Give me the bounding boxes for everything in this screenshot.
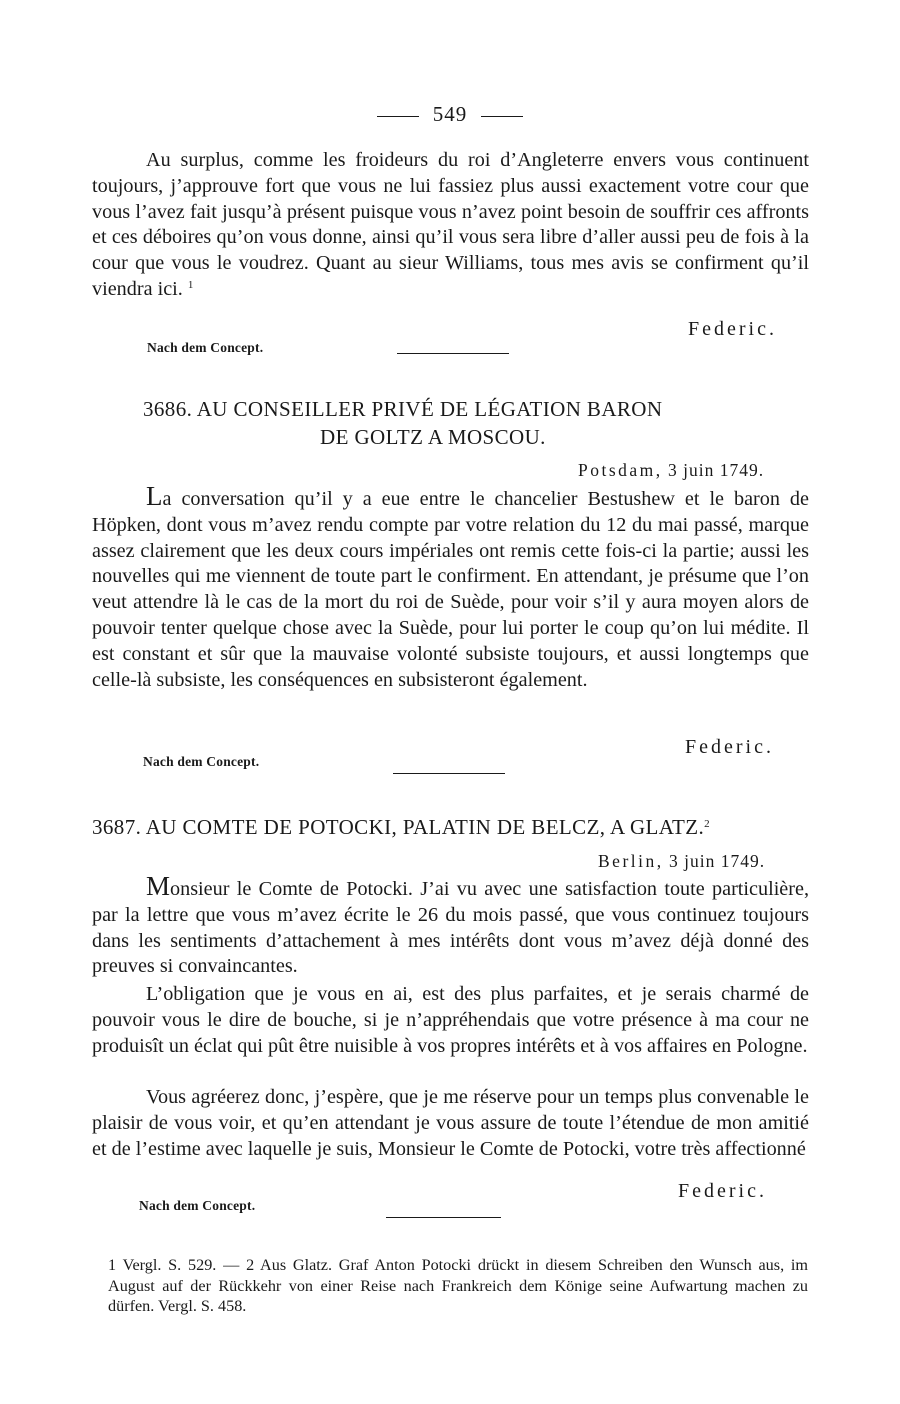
letter-3686-heading-line2: DE GOLTZ A MOSCOU. [320,425,546,449]
letter-3686-body-text: a conversation qu’il y a eue entre le chancelier Bestushew et le baron de Höpken, dont vous m’avez rendu compte par votre relation du 12 du mai passé, marque assez clairement que les deux cours impériales ont remis cette fois-ci la partie; aussi les nouvelles qui me viennent de toute part le confirment. En attendant, je présume que l’on veut attendre là le cas de la mort du roi de Suède, pour voir s’il y aura moyen alors de pouvoir tenter quelque chose avec la Suède, pour lui porter le coup qu’on lui médite. Il est constant et sûr que la mauvaise volonté subsiste toujours, et aussi longtemps que celle-là subsiste, les conséquences en subsisteront également. [92,488,809,691]
letter-3687-concept-note: Nach dem Concept. [139,1198,256,1213]
letter-3687-para1-text: onsieur le Comte de Potocki. J’ai vu avec une satisfaction toute particulière, par la lettre que vous m’avez écrite le 26 du mois passé, que vous continuez toujours dans les sentiments d’attachement à mes intérêts dont vous m’avez déjà donné des preuves si convaincantes. [92,878,809,978]
letter-3687-place: Berlin, [598,851,664,871]
letter-3687-para1 [92,871,809,980]
letter-3687-para2: L’obligation que je vous en ai, est des plus parfaites, et je serais charmé de pouvoir vous le dire de bouche, si je n’appréhendais que votre présence à ma cour ne produisît un éclat qui pût être nuisible à vos propres intérêts et à vos affaires en Pologne. [92,983,809,1057]
letter-3687-dateline [598,851,765,872]
separator-rule-3 [386,1217,501,1218]
letter-3686-signature: Federic. [685,736,774,758]
separator-rule-2 [393,773,505,774]
letter-3686-concept-note: Nach dem Concept. [143,754,260,769]
intro-concept-note: Nach dem Concept. [147,340,264,355]
intro-paragraph [92,148,809,303]
letter-3686-heading-line1: 3686. AU CONSEILLER PRIVÉ DE LÉGATION BARON [143,397,663,421]
letter-3687-para3: Vous agréerez donc, j’espère, que je me réserve pour un temps plus convenable le plaisir de vous voir, et qu’en attendant je vous assure de toute l’étendue de mon amitié et de l’estime avec laquelle je suis, Monsieur le Comte de Potocki, votre très affectionné [92,1086,809,1160]
intro-text: Au surplus, comme les froideurs du roi d’Angleterre envers vous continuent toujours, j’approuve fort que vous ne lui fassiez plus aussi exactement votre cour que vous l’avez fait jusqu’à présent puisque vous n’avez point besoin de souffrir ces affronts et ces déboires qu’on vous donne, ainsi qu’il vous sera libre d’aller aussi peu de fois à la cour que vous le voudrez. Quant au sieur Williams, tous mes avis se confirment qu’il viendra ici. [92,149,809,300]
separator-rule-1 [397,353,509,354]
page-number-line [0,102,900,127]
page-number: 549 [432,102,468,126]
footnotes: 1 Vergl. S. 529. — 2 Aus Glatz. Graf Anton Potocki drückt in diesem Schreiben den Wunsch aus, im August auf der Rückkehr von einer Reise nach Frankreich dem Könige seine Aufwartung machen zu dürfen. Vergl. S. 458. [108,1256,808,1315]
page-number-dash-left [377,116,419,117]
letter-3687-date: 3 juin 1749. [669,851,766,871]
intro-signature: Federic. [688,318,777,340]
letter-3686-body [92,481,809,693]
letter-3687-heading [92,813,710,841]
letter-3686-dateline [578,460,764,481]
footnote-ref-2: 2 [704,818,711,830]
letter-3686-place: Potsdam, [578,460,663,480]
letter-3687-signature: Federic. [678,1180,767,1202]
letter-3687-heading-text: 3687. AU COMTE DE POTOCKI, PALATIN DE BELCZ, A GLATZ. [92,815,705,839]
footnote-ref-1: 1 [187,278,194,291]
page-number-dash-right [481,116,523,117]
letter-3686-initial: L [146,481,163,511]
letter-3687-initial: M [146,871,171,901]
letter-3686-date: 3 juin 1749. [668,460,765,480]
